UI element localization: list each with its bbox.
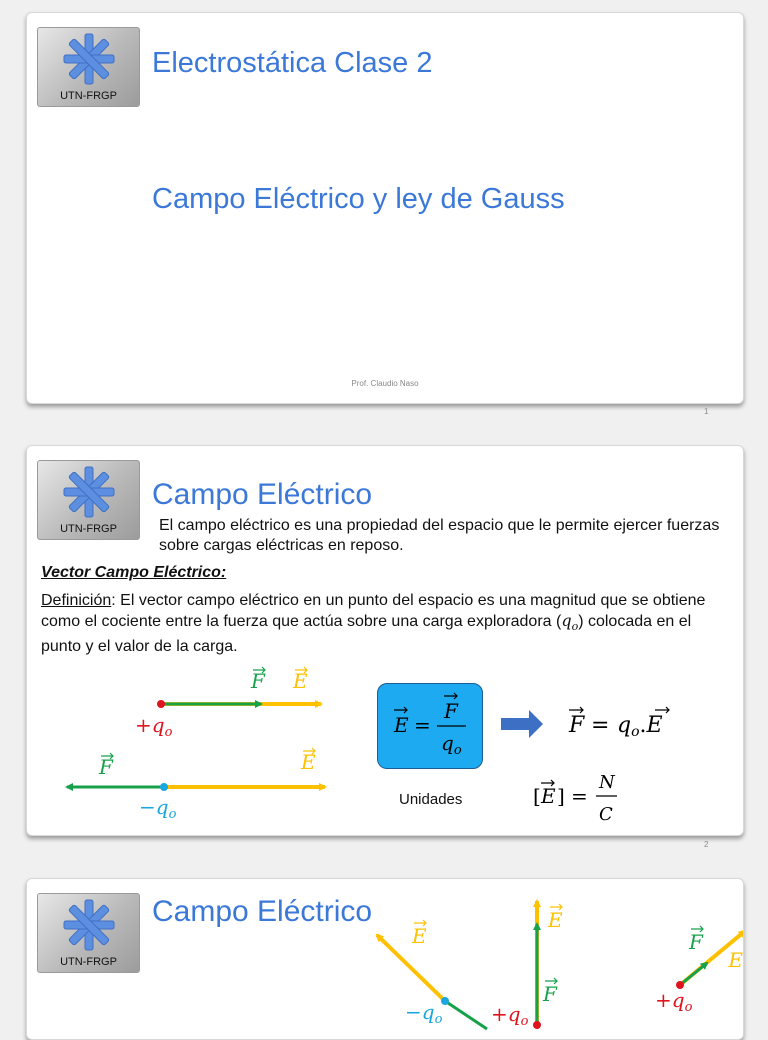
formula-denominator — [441, 731, 462, 758]
charge-subscript: o — [571, 620, 579, 634]
utn-logo — [37, 893, 140, 973]
field-formula — [378, 684, 482, 768]
svg-text:]: ] — [557, 784, 565, 808]
field-label: E — [301, 750, 316, 774]
charge-subscript: o — [164, 725, 173, 740]
charge-subscript: o — [631, 724, 640, 740]
negative-charge-label — [139, 795, 177, 822]
slide-3 — [26, 878, 744, 1040]
positive-charge-label — [491, 1002, 529, 1029]
formula2-charge — [617, 713, 663, 740]
utn-logo — [37, 460, 140, 540]
vector-heading: Vector Campo Eléctrico: — [41, 564, 227, 581]
slide-number: 2 — [704, 840, 709, 849]
slide-number: 1 — [704, 407, 709, 416]
field-label: E — [293, 669, 308, 693]
formula2-lhs: F — [569, 713, 585, 738]
units-numerator: N — [599, 772, 615, 793]
charge-symbol: q — [561, 611, 572, 630]
charge-sign-label: −q — [405, 1000, 435, 1024]
force-formula-area — [495, 682, 735, 832]
formula-numerator: F — [444, 699, 458, 723]
force-arrow — [445, 1001, 487, 1029]
slide-title: Campo Eléctrico — [152, 895, 373, 928]
utn-logo — [37, 27, 140, 107]
force-label: F — [543, 982, 557, 1006]
force-label: F — [99, 755, 113, 779]
formula2-rhs: E — [646, 713, 663, 738]
negative-charge-label — [405, 1000, 443, 1027]
implies-arrow-icon — [501, 710, 543, 738]
utn-logo-icon — [60, 465, 118, 519]
charge-sign-label: +q — [135, 713, 165, 737]
vector-diagram — [27, 656, 367, 826]
force-label: F — [689, 930, 703, 954]
positive-charge-dot — [157, 700, 165, 708]
units-denominator: C — [599, 804, 613, 825]
utn-logo-icon — [60, 898, 118, 952]
definition-paragraph — [41, 591, 731, 657]
utn-logo-icon — [60, 32, 118, 86]
formula-denominator-symbol: q — [441, 731, 454, 755]
logo-text: UTN-FRGP — [60, 523, 117, 535]
vector-diagram — [337, 879, 743, 1039]
definition-label: Definición — [41, 592, 112, 609]
charge-sign-label: +q — [491, 1002, 521, 1026]
logo-text: UTN-FRGP — [60, 90, 117, 102]
positive-charge-label — [655, 988, 693, 1015]
slide-title: Campo Eléctrico — [152, 478, 373, 511]
field-label: E — [548, 908, 563, 932]
formula-lhs: E — [394, 713, 409, 737]
field-formula-box — [377, 683, 483, 769]
slide-2 — [26, 445, 744, 836]
formula2-charge-symbol: q — [617, 713, 632, 738]
author-footer: Prof. Claudio Naso — [351, 379, 419, 388]
logo-text: UTN-FRGP — [60, 956, 117, 968]
field-label: E — [412, 924, 427, 948]
definition-text: : El vector campo eléctrico en un punto del espacio es una magnitud que se obtiene como el cociente entre la fuerza que actúa sobre una carga exploradora ( — [41, 592, 706, 630]
charge-subscript: o — [520, 1014, 529, 1029]
positive-charge-label — [135, 713, 173, 740]
positive-charge-dot — [533, 1021, 541, 1029]
units-lhs: E — [541, 784, 556, 808]
force-label: F — [251, 669, 265, 693]
svg-text:[: [ — [533, 784, 541, 808]
field-label: E — [728, 948, 743, 972]
units-equals: = — [571, 784, 588, 808]
charge-sign-label: +q — [655, 988, 685, 1012]
definition-end: ) colocada en el punto y el valor de la carga. — [41, 613, 692, 656]
negative-charge-dot — [441, 997, 449, 1005]
force-arrow — [680, 963, 707, 985]
formula2-dot: . — [639, 713, 647, 738]
intro-text: El campo eléctrico es una propiedad del espacio que le permite ejercer fuerzas sobre cargas eléctricas en reposo. — [159, 517, 720, 554]
charge-subscript: o — [168, 807, 177, 822]
negative-charge-dot — [160, 783, 168, 791]
slide-title: Electrostática Clase 2 — [152, 47, 433, 79]
formula-equals: = — [414, 713, 431, 737]
field-arrow — [377, 935, 445, 1001]
charge-sign-label: −q — [139, 795, 169, 819]
charge-subscript: o — [684, 1000, 693, 1015]
charge-subscript: o — [434, 1012, 443, 1027]
slide-1 — [26, 12, 744, 404]
charge-subscript: o — [453, 743, 462, 758]
formula2-equals: = — [591, 713, 610, 738]
slide-subtitle: Campo Eléctrico y ley de Gauss — [152, 183, 565, 215]
units-label: Unidades — [399, 791, 463, 808]
